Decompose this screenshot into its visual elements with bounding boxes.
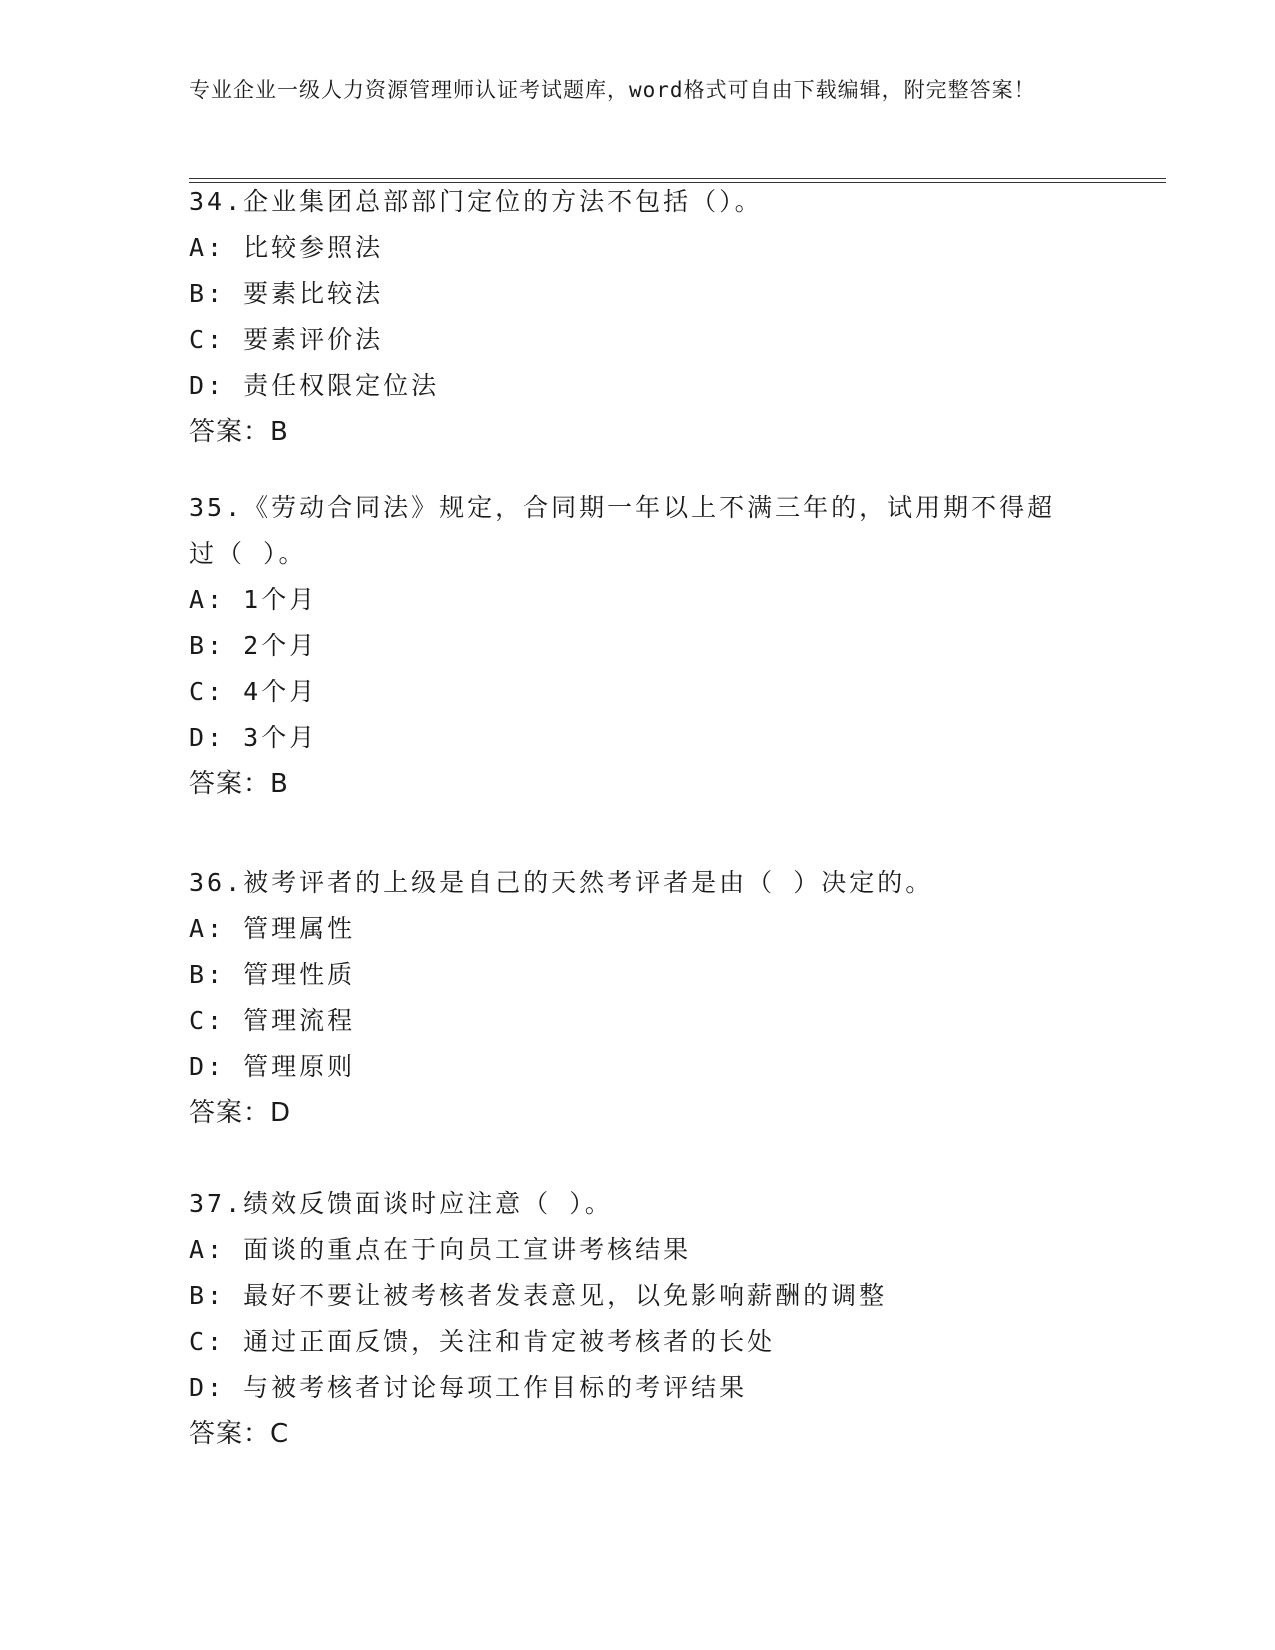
question-36	[189, 860, 1089, 1136]
answer-line	[189, 1090, 1089, 1136]
option-a: A: 比较参照法	[189, 233, 384, 262]
answer-line	[189, 1411, 1089, 1457]
answer-label: 答案：	[189, 417, 271, 447]
answer-value: C	[270, 1419, 290, 1449]
option-c: C: 要素评价法	[189, 325, 384, 354]
option-a: A: 管理属性	[189, 914, 356, 943]
answer-value: B	[270, 769, 289, 799]
answer-label: 答案：	[189, 1419, 271, 1449]
question-stem: 35.《劳动合同法》规定，合同期一年以上不满三年的，试用期不得超过（ ）。	[189, 493, 1056, 568]
option-d: D: 管理原则	[189, 1052, 356, 1081]
answer-line	[189, 761, 1089, 807]
option-d: D: 与被考核者讨论每项工作目标的考评结果	[189, 1373, 748, 1402]
answer-label: 答案：	[189, 1098, 271, 1128]
question-35	[189, 485, 1089, 807]
option-c: C: 通过正面反馈，关注和肯定被考核者的长处	[189, 1327, 776, 1356]
option-d: D: 责任权限定位法	[189, 371, 440, 400]
answer-value: D	[270, 1098, 292, 1128]
option-a: A: 面谈的重点在于向员工宣讲考核结果	[189, 1235, 692, 1264]
answer-line	[189, 409, 1089, 455]
option-b: B: 要素比较法	[189, 279, 384, 308]
question-stem: 34.企业集团总部部门定位的方法不包括（）。	[189, 187, 763, 216]
option-a: A: 1个月	[189, 585, 318, 614]
option-b: B: 2个月	[189, 631, 318, 660]
option-c: C: 4个月	[189, 677, 318, 706]
option-b: B: 管理性质	[189, 960, 356, 989]
question-stem: 36.被考评者的上级是自己的天然考评者是由（ ）决定的。	[189, 868, 934, 897]
question-34	[189, 179, 1089, 455]
option-c: C: 管理流程	[189, 1006, 356, 1035]
answer-label: 答案：	[189, 769, 271, 799]
question-37	[189, 1181, 1089, 1457]
option-d: D: 3个月	[189, 723, 318, 752]
option-b: B: 最好不要让被考核者发表意见，以免影响薪酬的调整	[189, 1281, 888, 1310]
document-header: 专业企业一级人力资源管理师认证考试题库，word格式可自由下载编辑，附完整答案！	[189, 78, 1036, 102]
question-stem: 37.绩效反馈面谈时应注意（ ）。	[189, 1189, 613, 1218]
answer-value: B	[270, 417, 289, 447]
